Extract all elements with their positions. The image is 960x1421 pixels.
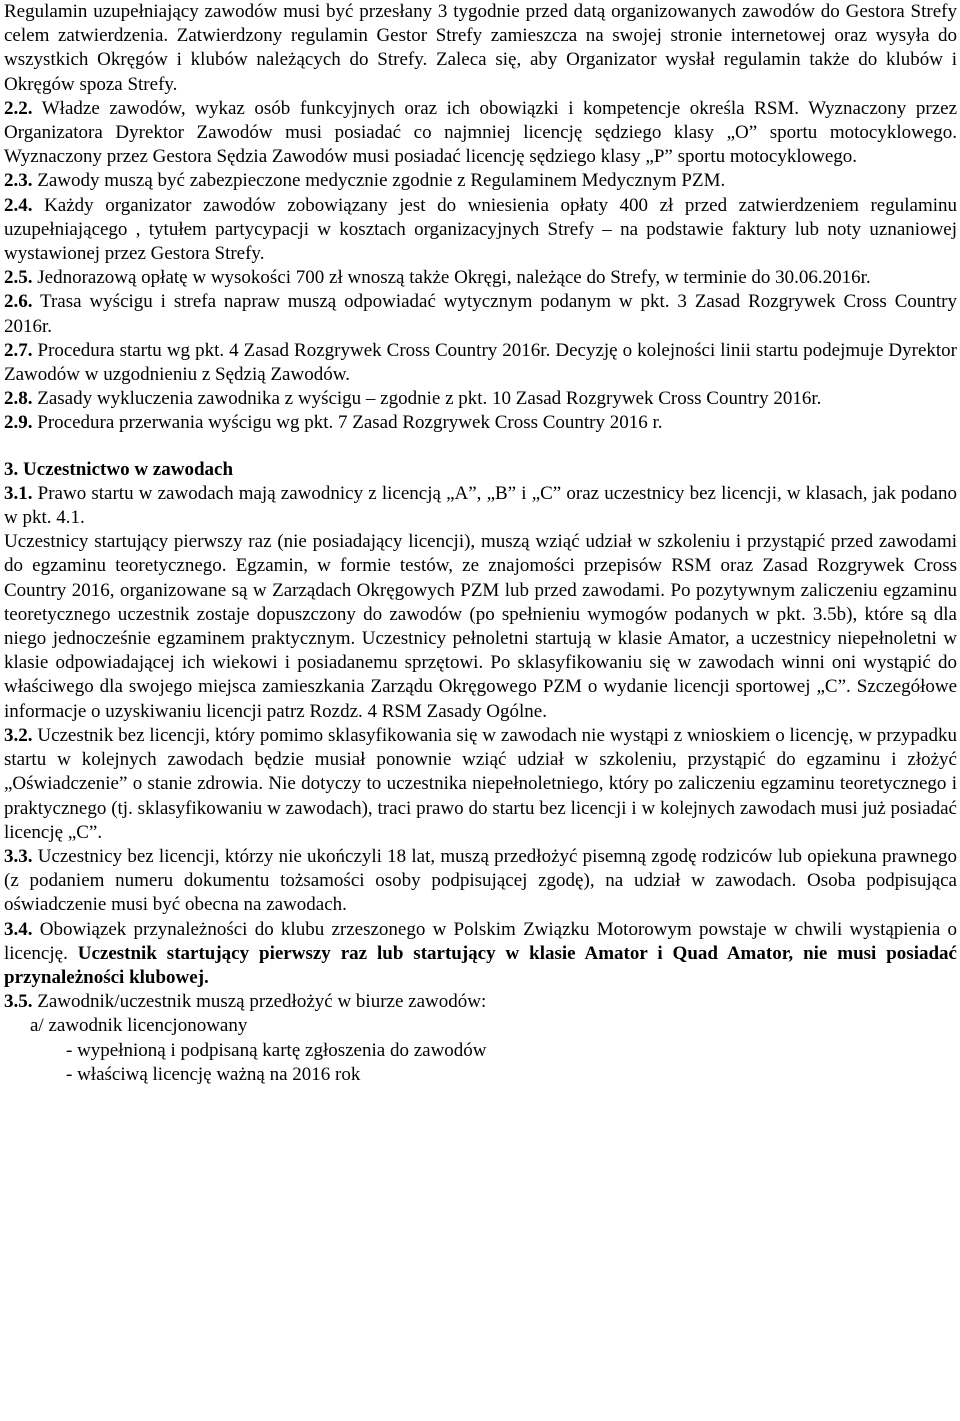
section-number: 2.2. xyxy=(4,97,33,119)
paragraph-intro-text: Regulamin uzupełniający zawodów musi być przesłany 3 tygodnie przed datą organizowanych zawodów do Gestora Strefy celem zatwierdzenia. Zatwierdzony regulamin Gestor Strefy zamieszcza na swojej stronie internetowej oraz wysyła do wszystkich Okręgów i klubów należących do Strefy. Zaleca się, aby Organizator wysłał regulamin także do klubów i Okręgów spoza Strefy. xyxy=(4,1,957,95)
paragraph-2-6 xyxy=(4,290,957,338)
list-item-a: a/ zawodnik licencjonowany xyxy=(30,1015,248,1037)
section-number: 2.6. xyxy=(4,291,33,313)
paragraph-text: Władze zawodów, wykaz osób funkcyjnych oraz ich obowiązki i kompetencje określa RSM. Wyznaczony przez Organizatora Dyrektor Zawodów musi posiadać co najmniej licencję sędziego klasy „O” sportu motocyklowego. Wyznaczony przez Gestora Sędzia Zawodów musi posiadać licencję sędziego klasy „P” sportu motocyklowego. xyxy=(4,97,957,168)
paragraph-3-4 xyxy=(4,918,957,991)
list-subitem: - właściwą licencję ważną na 2016 rok xyxy=(66,1063,361,1085)
paragraph-text: Obowiązek przynależności do klubu zrzeszonego w Polskim Związku Motorowym powstaje w chwili wystąpienia o licencję. xyxy=(4,918,957,964)
paragraph-2-3 xyxy=(4,169,957,193)
paragraph-3-3 xyxy=(4,845,957,918)
paragraph-text: Uczestnicy startujący pierwszy raz (nie posiadający licencji), muszą wziąć udział w szkoleniu i przystąpić przed zawodami do egzaminu teoretycznego. Egzamin, w formie testów, ze znajomości przepisów RSM oraz Zasad Rozgrywek Cross Country 2016, organizowane są w Zarządach Okręgowych PZM lub przed zawodami. Po pozytywnym zaliczeniu egzaminu teoretycznego uczestnik zostaje dopuszczony do zawodów (po spełnieniu wymogów podanych w pkt. 3.5b), które są dla niego jednocześnie egzaminem praktycznym. Uczestnicy pełnoletni startują w klasie Amator, a uczestnicy niepełnoletni w klasie odpowiadającej ich wiekowi i posiadanemu sprzętowi. Po sklasyfikowaniu się w zawodach winni oni wystąpić do właściwego dla swojego miejsca zamieszkania Zarządu Okręgowego PZM o wydanie licencji sportowej „C”. Szczegółowe informacje o uzyskiwaniu licencji patrz Rozdz. 4 RSM Zasady Ogólne. xyxy=(4,531,957,722)
section-heading: 3. Uczestnictwo w zawodach xyxy=(4,458,234,480)
list-subitem: - wypełnioną i podpisaną kartę zgłoszenia do zawodów xyxy=(66,1039,487,1061)
section-number: 3.2. xyxy=(4,724,33,746)
section-number: 3.4. xyxy=(4,918,33,940)
paragraph-2-2 xyxy=(4,97,957,170)
paragraph-text: Trasa wyścigu i strefa napraw muszą odpowiadać wytycznym podanym w pkt. 3 Zasad Rozgrywek Cross Country 2016r. xyxy=(4,291,957,337)
section-number: 2.8. xyxy=(4,388,33,410)
paragraph-2-7 xyxy=(4,339,957,387)
section-number: 2.9. xyxy=(4,412,33,434)
paragraph-bold-text: Uczestnik startujący pierwszy raz lub startujący w klasie Amator i Quad Amator, nie musi posiadać przynależności klubowej. xyxy=(4,942,957,988)
paragraph-3-1-continued xyxy=(4,530,957,724)
paragraph-2-8 xyxy=(4,387,957,411)
paragraph-3-1 xyxy=(4,482,957,530)
section-number: 2.3. xyxy=(4,170,33,192)
section-number: 2.4. xyxy=(4,194,33,216)
paragraph-text: Procedura startu wg pkt. 4 Zasad Rozgrywek Cross Country 2016r. Decyzję o kolejności linii startu podejmuje Dyrektor Zawodów w uzgodnieniu z Sędzią Zawodów. xyxy=(4,339,957,386)
paragraph-intro xyxy=(4,0,957,97)
section-number: 3.5. xyxy=(4,991,33,1013)
spacer xyxy=(4,436,957,458)
paragraph-text: Zawody muszą być zabezpieczone medycznie zgodnie z Regulaminem Medycznym PZM. xyxy=(32,170,726,192)
paragraph-text: Uczestnik bez licencji, który pomimo sklasyfikowania się w zawodach nie wystąpi z wnioskiem o licencję, w przypadku startu w kolejnych zawodach będzie musiał ponownie wziąć udział w szkoleniu, przystąpić do egzaminu i złożyć „Oświadczenie” o stanie zdrowia. Nie dotyczy to uczestnika niepełnoletniego, który po zaliczeniu egzaminu teoretycznego i praktycznego (tj. sklasyfikowaniu w zawodach), traci prawo do startu bez licencji i w kolejnych zawodach musi już posiadać licencję „C”. xyxy=(4,724,957,843)
paragraph-2-4 xyxy=(4,194,957,267)
paragraph-3-5 xyxy=(4,990,957,1014)
paragraph-text: Uczestnicy bez licencji, którzy nie ukończyli 18 lat, muszą przedłożyć pisemną zgodę rodziców lub opiekuna prawnego (z podaniem numeru dokumentu tożsamości osoby podpisującej zgodę), na udział w zawodach. Osoba podpisująca oświadczenie musi być obecna na zawodach. xyxy=(4,845,957,916)
paragraph-text: Zasady wykluczenia zawodnika z wyścigu – zgodnie z pkt. 10 Zasad Rozgrywek Cross Country 2016r. xyxy=(32,388,822,410)
paragraph-text: Jednorazową opłatę w wysokości 700 zł wnoszą także Okręgi, należące do Strefy, w terminie do 30.06.2016r. xyxy=(32,267,871,289)
paragraph-2-9 xyxy=(4,411,957,435)
paragraph-3-2 xyxy=(4,724,957,845)
paragraph-text: Procedura przerwania wyścigu wg pkt. 7 Zasad Rozgrywek Cross Country 2016 r. xyxy=(32,412,663,434)
section-number: 3.3. xyxy=(4,845,33,867)
paragraph-text: Zawodnik/uczestnik muszą przedłożyć w biurze zawodów: xyxy=(32,991,487,1013)
section-number: 2.7. xyxy=(4,339,33,361)
paragraph-text: Każdy organizator zawodów zobowiązany jest do wniesienia opłaty 400 zł przed zatwierdzeniem regulaminu uzupełniającego , tytułem partycypacji w kosztach organizacyjnych Strefy – na podstawie faktury lub noty uznaniowej wystawionej przez Gestora Strefy. xyxy=(4,194,957,265)
paragraph-text: Prawo startu w zawodach mają zawodnicy z licencją „A”, „B” i „C” oraz uczestnicy bez licencji, w klasach, jak podano w pkt. 4.1. xyxy=(4,482,957,529)
section-number: 3.1. xyxy=(4,482,33,504)
paragraph-2-5 xyxy=(4,266,957,290)
section-number: 2.5. xyxy=(4,267,33,289)
